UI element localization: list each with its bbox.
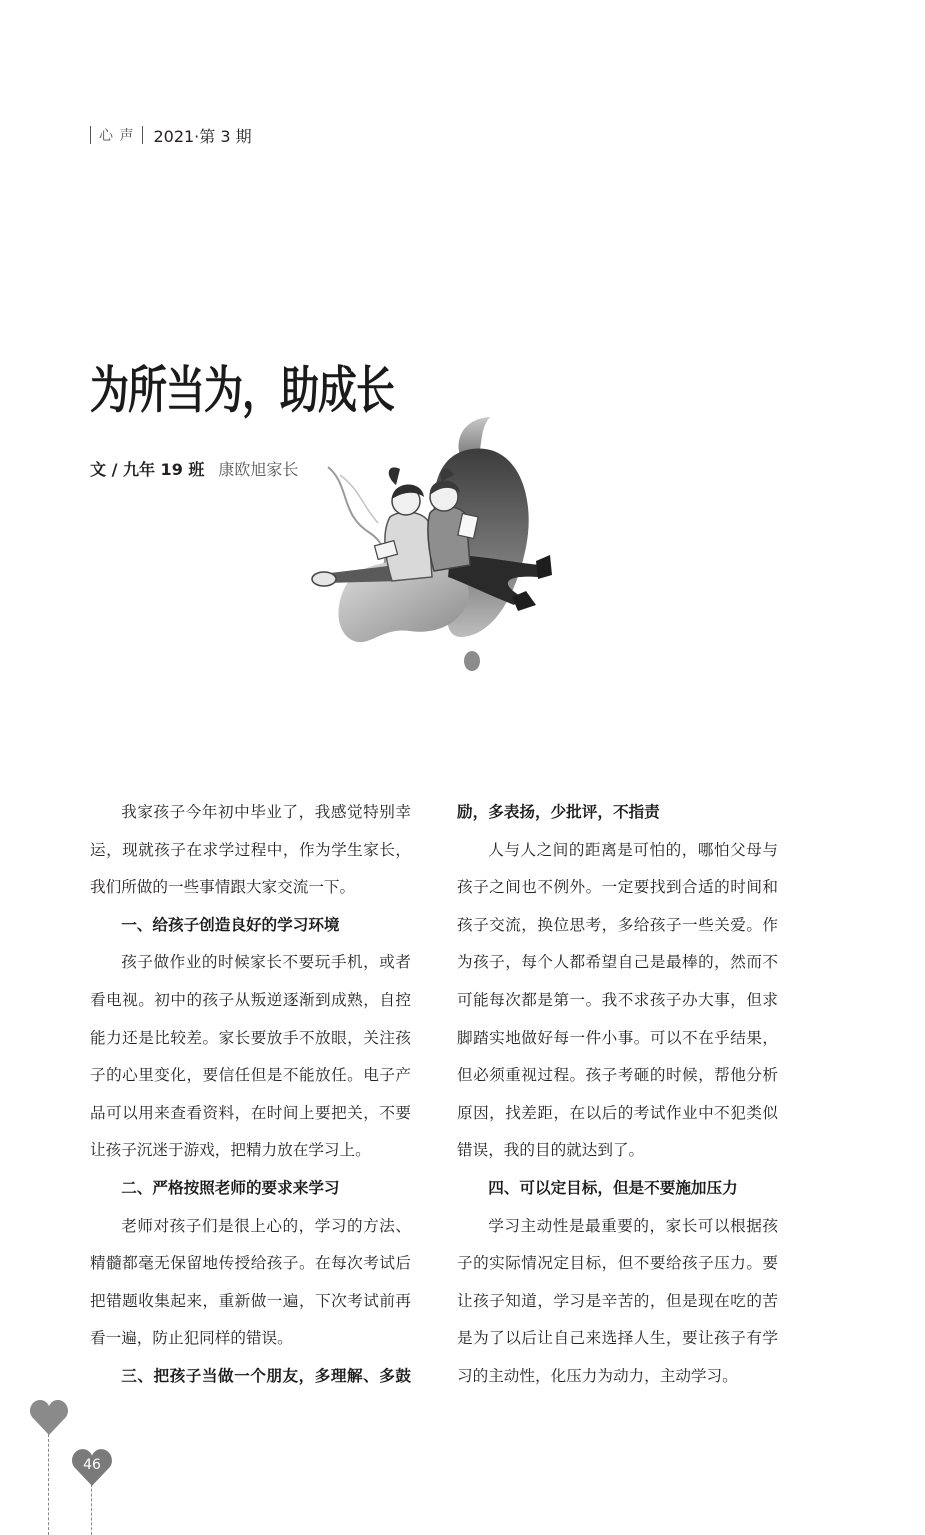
left-column: [90, 794, 411, 1396]
body-line: 可能每次都是第一。我不求孩子办大事，但求: [457, 990, 778, 1009]
body-line: 习的主动性，化压力为动力，主动学习。: [457, 1366, 738, 1385]
heart-icon: [29, 1398, 69, 1436]
body-line: 精髓都毫无保留地传授给孩子。在每次考试后: [90, 1254, 411, 1273]
dashed-line: [48, 1434, 49, 1535]
body-line: 我们所做的一些事情跟大家交流一下。: [90, 878, 356, 897]
body-line: 是为了以后让自己来选择人生，要让孩子有学: [457, 1329, 778, 1348]
dashed-line: [91, 1484, 92, 1535]
left-girl-shoe: [312, 572, 336, 586]
body-line: 看电视。初中的孩子从叛逆逐渐到成熟，自控: [90, 990, 411, 1009]
body-line: 把错题收集起来，重新做一遍，下次考试前再: [90, 1291, 411, 1310]
body-line: 错误，我的目的就达到了。: [457, 1141, 645, 1160]
issue-header: [90, 124, 252, 146]
body-line: 为孩子，每个人都希望自己是最棒的，然而不: [457, 953, 778, 972]
body-line: 孩子之间也不例外。一定要找到合适的时间和: [457, 878, 778, 897]
body-line: 孩子做作业的时候家长不要玩手机，或者: [121, 953, 411, 972]
issue-number: 2021·第 3 期: [153, 126, 252, 146]
byline-author: 康欧旭家长: [218, 460, 299, 479]
reading-girls-illustration: [300, 405, 560, 680]
byline-class: 文 / 九年 19 班: [90, 460, 205, 479]
body-line: 让孩子知道，学习是辛苦的，但是现在吃的苦: [457, 1291, 778, 1310]
right-girl-shoe: [536, 555, 552, 579]
body-line: 我家孩子今年初中毕业了，我感觉特别幸: [121, 803, 411, 821]
body-line: 子的心里变化，要信任但是不能放任。电子产: [90, 1066, 411, 1085]
page-number: 46: [83, 1457, 101, 1473]
body-line: 子的实际情况定目标，但不要给孩子压力。要: [457, 1254, 778, 1273]
drop-shape: [464, 651, 480, 671]
section-heading: 一、给孩子创造良好的学习环境: [121, 915, 340, 934]
right-column: [457, 794, 778, 1396]
body-line: 但必须重视过程。孩子考砸的时候，帮他分析: [457, 1066, 778, 1085]
article-title: 为所当为，助成长: [90, 362, 395, 421]
body-line: 品可以用来查看资料，在时间上要把关，不要: [90, 1103, 411, 1122]
body-line: 人与人之间的距离是可怕的，哪怕父母与: [488, 840, 778, 859]
byline: [90, 460, 298, 480]
body-line: 运，现就孩子在求学过程中，作为学生家长，: [90, 840, 411, 859]
body-line: 让孩子沉迷于游戏，把精力放在学习上。: [90, 1141, 371, 1160]
section-heading: 三、把孩子当做一个朋友，多理解、多鼓: [121, 1366, 411, 1385]
body-line: 学习主动性是最重要的，家长可以根据孩: [488, 1216, 778, 1235]
column-name: 心 声: [99, 128, 135, 144]
section-heading: 二、严格按照老师的要求来学习: [121, 1178, 340, 1197]
body-line: 能力还是比较差。家长要放手不放眼，关注孩: [90, 1028, 411, 1047]
section-heading: 励，多表扬，少批评，不指责: [457, 803, 660, 821]
body-line: 老师对孩子们是很上心的，学习的方法、: [121, 1216, 411, 1235]
body-line: 孩子交流，换位思考，多给孩子一些关爱。作: [457, 915, 778, 934]
body-line: 原因，找差距，在以后的考试作业中不犯类似: [457, 1103, 778, 1122]
body-line: 看一遍，防止犯同样的错误。: [90, 1329, 293, 1348]
section-heading: 四、可以定目标，但是不要施加压力: [488, 1178, 738, 1197]
body-line: 脚踏实地做好每一件小事。可以不在乎结果，: [457, 1028, 778, 1047]
